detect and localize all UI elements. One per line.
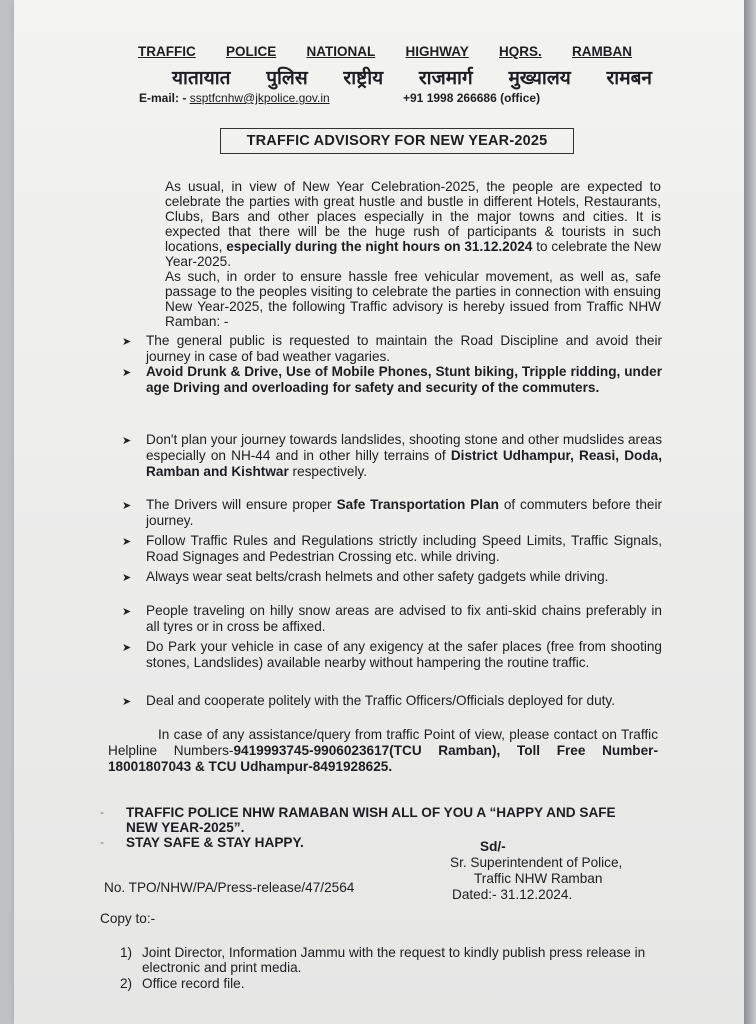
copy-item-text: Office record file.: [142, 976, 245, 991]
arrow-bullet-icon: ➤: [122, 336, 132, 348]
email-label: E-mail: -: [139, 91, 187, 105]
greeting-text: TRAFFIC POLICE NHW RAMABAN WISH ALL OF YOU A “HAPPY AND SAFE NEW YEAR-2025”.: [126, 805, 616, 835]
reference-number: No. TPO/NHW/PA/Press-release/47/2564: [104, 880, 355, 895]
advisory-item-text: [146, 432, 662, 480]
helpline-paragraph: [108, 727, 658, 775]
header-word: TRAFFIC: [138, 44, 196, 59]
item-text: respectively.: [288, 464, 368, 479]
arrow-bullet-icon: ➤: [122, 696, 132, 708]
copy-to-list: [120, 945, 660, 992]
dash-bullet-icon: -: [100, 835, 104, 849]
intro-bold-text: especially during the night hours on 31.12.2024: [226, 239, 533, 254]
helpline-text: In case of any assistance/query from traffic Point of view, please contact on Traffic Helpline Numbers-: [108, 727, 658, 758]
arrow-bullet-icon: ➤: [122, 536, 132, 548]
intro-text: to celebrate the New Year-2025.: [165, 239, 661, 269]
header-word-hindi: यातायात: [172, 67, 231, 89]
header-word: RAMBAN: [571, 44, 632, 59]
document-page: [14, 0, 744, 1024]
arrow-bullet-icon: ➤: [122, 367, 132, 379]
office-header-english: [138, 44, 632, 59]
header-word-hindi: राजमार्ग: [418, 67, 473, 89]
arrow-bullet-icon: ➤: [122, 435, 132, 447]
helpline-numbers: 9419993745-9906023617(TCU Ramban), Toll Free Number-18001807043 & TCU Udhampur-8491928625.: [108, 743, 658, 774]
copy-item-number: 2): [120, 976, 133, 991]
greeting-text: STAY SAFE & STAY HAPPY.: [126, 835, 304, 850]
advisory-item-text: Always wear seat belts/crash helmets and other safety gadgets while driving.: [146, 569, 609, 584]
item-bold-text: Safe Transportation Plan: [336, 497, 499, 512]
email-link[interactable]: ssptfcnhw@jkpolice.gov.in: [189, 91, 330, 105]
intro-section: [109, 179, 661, 329]
signatory-office: Traffic NHW Ramban: [474, 871, 603, 886]
arrow-bullet-icon: ➤: [122, 500, 132, 512]
advisory-title-text: TRAFFIC ADVISORY FOR NEW YEAR-2025: [246, 133, 548, 149]
arrow-bullet-icon: ➤: [122, 572, 132, 584]
page-edge-shadow: [744, 0, 756, 1024]
document-date: Dated:- 31.12.2024.: [452, 887, 573, 902]
advisory-item: [122, 364, 662, 396]
advisory-item: [122, 639, 662, 671]
advisory-item: [122, 432, 662, 480]
header-word-hindi: राष्ट्रीय: [343, 67, 384, 89]
header-word-hindi: पुलिस: [266, 67, 308, 89]
office-header-hindi: [172, 64, 652, 90]
item-text: Don't plan your journey towards landslides, shooting stone and other mudslides areas especially on NH-44 and in other hilly terrains of: [146, 432, 662, 463]
arrow-bullet-icon: ➤: [122, 642, 132, 654]
advisory-item-text: Deal and cooperate politely with the Traffic Officers/Officials deployed for duty.: [146, 693, 615, 708]
copy-to-item: [120, 945, 660, 975]
advisory-item: [122, 693, 662, 710]
advisory-item: [122, 333, 662, 365]
advisory-item: [122, 497, 662, 529]
phone-number: +91 1998 266686 (office): [403, 91, 541, 105]
signatory-designation: Sr. Superintendent of Police,: [450, 855, 623, 870]
header-word: POLICE: [225, 44, 277, 59]
header-word: HQRS.: [498, 44, 542, 59]
intro-paragraph-1: [109, 179, 661, 269]
signature-block: [450, 839, 622, 903]
copy-to-item: [120, 976, 660, 991]
item-bold-text: District Udhampur, Reasi, Doda, Ramban and Kishtwar: [146, 448, 662, 479]
advisory-item-text: Follow Traffic Rules and Regulations strictly including Speed Limits, Traffic Signals, Road Signages and Pedestrian Crossing etc. while driving.: [146, 533, 662, 564]
header-word: HIGHWAY: [405, 44, 469, 59]
intro-text: As usual, in view of New Year Celebration-2025, the people are expected to celebrate the parties with great hustle and bustle in different Hotels, Restaurants, Clubs, Bars and other places especially in the major towns and cities. It is expected that there will be the huge rush of participants & tourists in such locations,: [165, 179, 661, 254]
advisory-item: [122, 603, 662, 635]
contact-line: [139, 91, 541, 105]
header-word-hindi: मुख्यालय: [508, 67, 571, 89]
item-text: of commuters before their journey.: [146, 497, 662, 528]
advisory-item-text: People traveling on hilly snow areas are advised to fix anti-skid chains preferably in all tyres or in cross be affixed.: [146, 603, 662, 634]
advisory-item-text: [146, 497, 662, 529]
advisory-item-text: Do Park your vehicle in case of any exigency at the safer places (free from shooting stones, Landslides) available nearby without hampering the routine traffic.: [146, 639, 662, 670]
item-text: The Drivers will ensure proper: [146, 497, 337, 512]
arrow-bullet-icon: ➤: [122, 606, 132, 618]
header-word-hindi: रामबन: [606, 67, 652, 89]
advisory-item: [122, 533, 662, 565]
advisory-title: [220, 128, 574, 154]
advisory-item-text: Avoid Drunk & Drive, Use of Mobile Phones, Stunt biking, Tripple ridding, under age Driving and overloading for safety and security of the commuters.: [146, 364, 662, 395]
advisory-item: [122, 569, 662, 586]
intro-paragraph-2: As such, in order to ensure hassle free vehicular movement, as well as, safe passage to the peoples visiting to celebrate the parties in connection with ensuing New Year-2025, the following Traffic advisory is hereby issued from Traffic NHW Ramban: -: [165, 269, 661, 329]
signature-sd: Sd/-: [480, 839, 506, 854]
copy-item-text: Joint Director, Information Jammu with the request to kindly publish press release in electronic and print media.: [142, 945, 646, 975]
copy-item-number: 1): [120, 945, 133, 960]
greeting-line: [100, 805, 628, 835]
advisory-item-text: The general public is requested to maintain the Road Discipline and avoid their journey in case of bad weather vagaries.: [146, 333, 662, 364]
dash-bullet-icon: -: [100, 805, 104, 819]
copy-to-label: Copy to:-: [100, 911, 156, 926]
header-word: NATIONAL: [306, 44, 376, 59]
